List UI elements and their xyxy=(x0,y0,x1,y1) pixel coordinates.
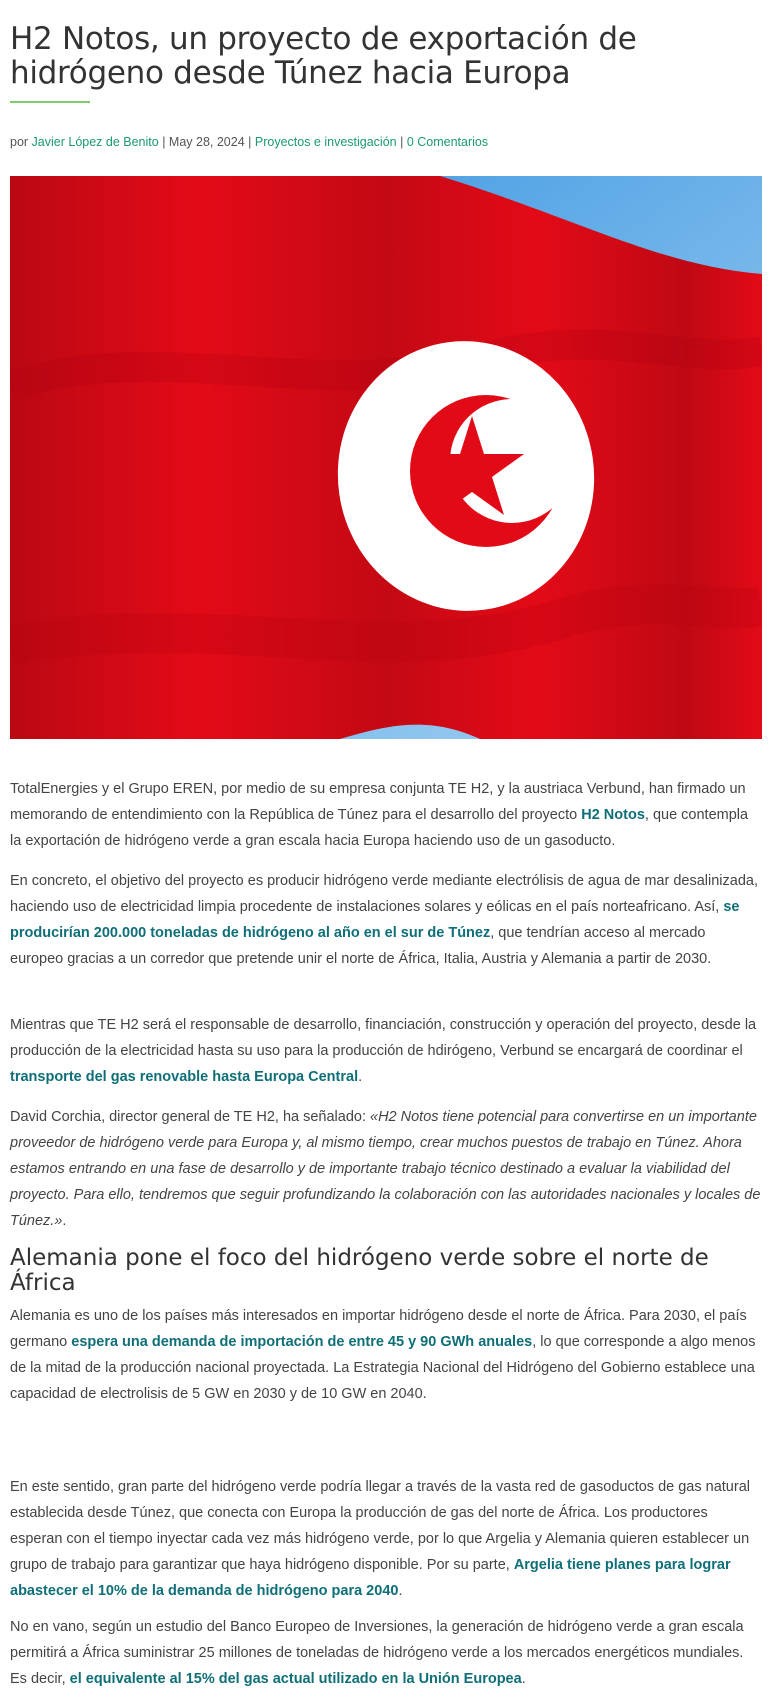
paragraph-2 xyxy=(10,868,762,972)
paragraph-text: , lo que corresponde a algo menos de la mitad de la producción nacional proyectada. La Estrategia Nacional del Hidrógeno del Gobierno establece una capacidad de electrolisis de 5 GW en 2030 y de 10 GW en 2040. xyxy=(10,1334,756,1402)
paragraph-text: David Corchia, director general de TE H2, ha señalado: xyxy=(10,1109,371,1125)
paragraph-6 xyxy=(10,1474,762,1604)
paragraph-text: En este sentido, gran parte del hidrógeno verde podría llegar a través de la vasta red de gasoductos de gas natural establecida desde Túnez, que conecta con Europa la producción de gas del norte de África. Los productores esperan con el tiempo inyectar cada vez más hidrógeno verde, por lo que Argelia y Alemania quieren establecer un grupo de trabajo para garantizar que haya hidrógeno disponible. Por su parte, xyxy=(10,1479,750,1573)
link-transporte-gas[interactable]: transporte del gas renovable hasta Europa Central xyxy=(10,1069,359,1085)
paragraph-4-quote xyxy=(10,1104,762,1234)
post-date: May 28, 2024 xyxy=(168,135,245,149)
article-title: H2 Notos, un proyecto de exportación de hidrógeno desde Túnez hacia Europa xyxy=(10,21,637,91)
paragraph-text: En concreto, el objetivo del proyecto es producir hidrógeno verde mediante electrólisis de agua de mar desalinizada, haciendo uso de electricidad limpia procedente de instalaciones solares y eólicas en el país norteafricano. Así, xyxy=(10,873,758,915)
paragraph-text: . xyxy=(398,1583,403,1599)
link-argelia-planes[interactable]: Argelia tiene planes para lograr abastecer el 10% de la demanda de hidrógeno para 2040 xyxy=(10,1557,731,1599)
meta-separator: | xyxy=(158,135,169,149)
paragraph-text: . xyxy=(62,1213,67,1229)
title-underline xyxy=(10,101,90,103)
hero-image-tunisia-flag xyxy=(10,176,762,739)
paragraph-text: . xyxy=(358,1069,363,1085)
paragraph-text: Mientras que TE H2 será el responsable de desarrollo, financiación, construcción y operación del proyecto, desde la producción de la electricidad hasta su uso para la producción de hdirógeno, Verbund se encargará de coordinar el xyxy=(10,1017,757,1059)
author-link[interactable]: Javier López de Benito xyxy=(31,135,159,149)
section-heading: Alemania pone el foco del hidrógeno verde sobre el norte de África xyxy=(10,1245,709,1296)
paragraph-text: , que contempla la exportación de hidrógeno verde a gran escala hacia Europa haciendo uso de un gasoducto. xyxy=(10,807,749,849)
post-meta xyxy=(10,135,488,149)
meta-separator: | xyxy=(396,135,407,149)
tunisia-flag-illustration xyxy=(10,176,762,739)
link-h2-notos[interactable]: H2 Notos xyxy=(581,807,645,823)
category-link[interactable]: Proyectos e investigación xyxy=(254,135,397,149)
paragraph-text: , que tendrían acceso al mercado europeo gracias a un corredor que pretende unir el norte de África, Italia, Austria y Alemania a partir de 2030. xyxy=(10,925,712,967)
quote-text: «H2 Notos tiene potencial para convertirse en un importante proveedor de hidrógeno verde para Europa y, al mismo tiempo, crear muchos puestos de trabajo en Túnez. Ahora estamos entrando en una fase de desarrollo y de importante trabajo técnico destinado a evaluar la viabilidad del proyecto. Para ello, tendremos que seguir profundizando la colaboración con las autoridades nacionales y locales de Túnez.» xyxy=(10,1109,761,1229)
link-200000-toneladas[interactable]: se producirían 200.000 toneladas de hidrógeno al año en el sur de Túnez xyxy=(10,899,740,941)
paragraph-5 xyxy=(10,1303,762,1407)
comments-link[interactable]: 0 Comentarios xyxy=(406,135,489,149)
meta-prefix: por xyxy=(10,135,32,149)
meta-separator: | xyxy=(244,135,255,149)
paragraph-1 xyxy=(10,776,762,854)
paragraph-text: . xyxy=(521,1671,526,1687)
link-demanda-importacion[interactable]: espera una demanda de importación de entre 45 y 90 GWh anuales xyxy=(71,1334,533,1350)
link-equivalente-15[interactable]: el equivalente al 15% del gas actual utilizado en la Unión Europea xyxy=(69,1671,522,1687)
paragraph-text: TotalEnergies y el Grupo EREN, por medio de su empresa conjunta TE H2, y la austriaca Verbund, han firmado un memorando de entendimiento con la República de Túnez para el desarrollo del proyecto xyxy=(10,781,746,823)
paragraph-3 xyxy=(10,1012,762,1090)
paragraph-7 xyxy=(10,1614,762,1692)
paragraph-text: Alemania es uno de los países más interesados en importar hidrógeno desde el norte de África. Para 2030, el país germano xyxy=(10,1308,747,1350)
paragraph-text: No en vano, según un estudio del Banco Europeo de Inversiones, la generación de hidrógeno verde a gran escala permitirá a África suministrar 25 millones de toneladas de hidrógeno verde a los mercados energéticos mundiales. Es decir, xyxy=(10,1619,744,1687)
